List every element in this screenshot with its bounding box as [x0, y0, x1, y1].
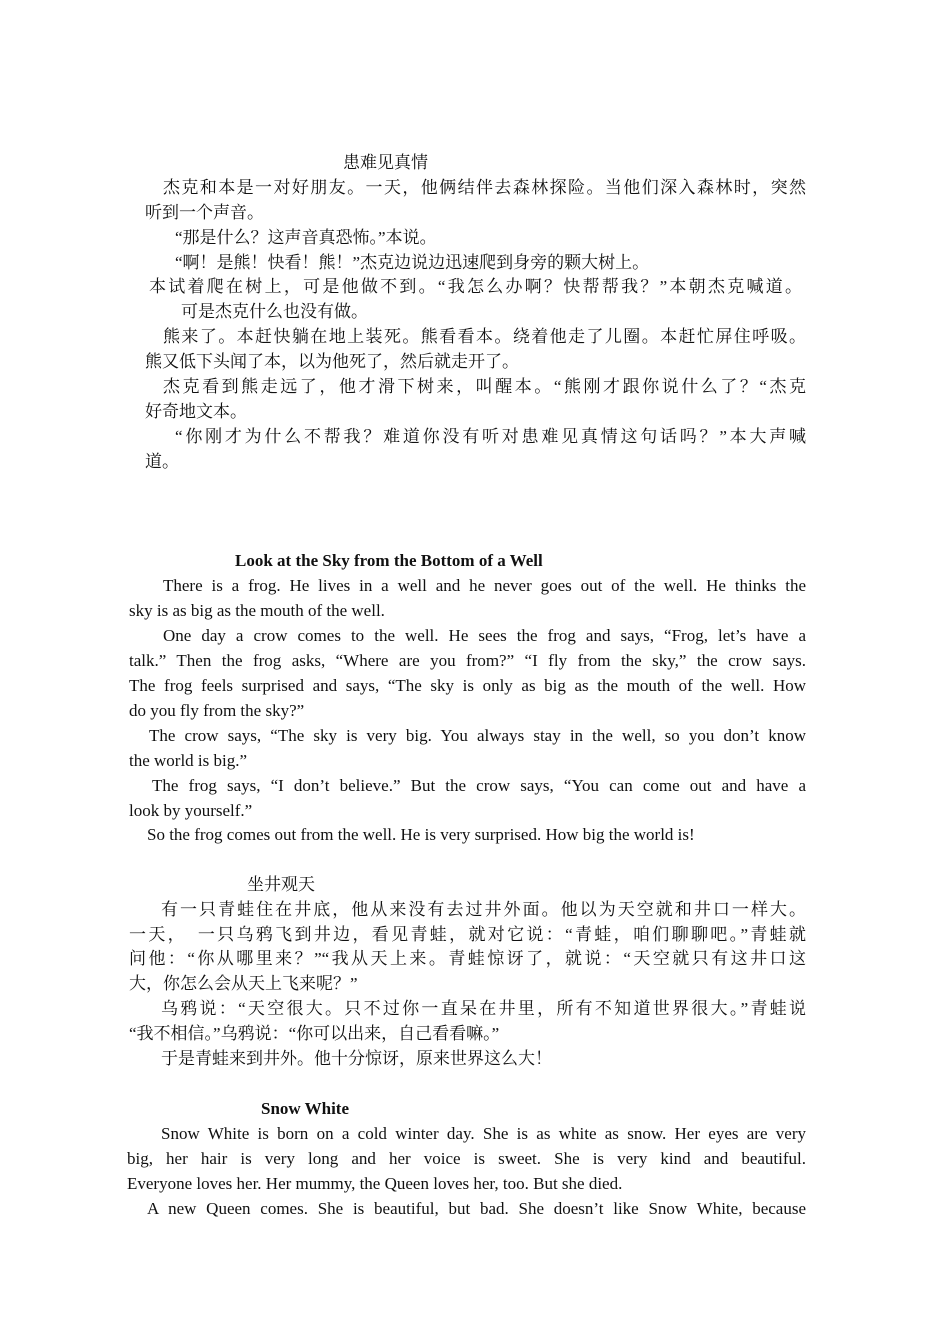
story4-line-3: Everyone loves her. Her mummy, the Queen loves her, too. But she died. — [127, 1174, 623, 1193]
story2-line-9: The frog says, “I don’t believe.” But the crow says, “You can come out and have a — [152, 776, 806, 795]
story2-line-5: The frog feels surprised and says, “The sky is only as big as the mouth of the well. How — [129, 676, 806, 695]
story1-line-10: 好奇地文本。 — [145, 402, 247, 421]
story1-line-8: 熊又低下头闻了本，以为他死了，然后就走开了。 — [145, 352, 519, 371]
story1-line-12: 道。 — [145, 452, 179, 471]
story3-line-5: 乌鸦说：“天空很大。只不过你一直呆在井里，所有不知道世界很大。”青蛙说 — [161, 999, 806, 1018]
story1-line-2: 听到一个声音。 — [145, 203, 264, 222]
story3-line-1: 有一只青蛙住在井底，他从来没有去过井外面。他以为天空就和井口一样大。 — [161, 900, 806, 919]
story2-line-2: sky is as big as the mouth of the well. — [129, 601, 385, 620]
story1-line-4: “啊！是熊！快看！熊！”杰克边说边迅速爬到身旁的颗大树上。 — [175, 253, 650, 272]
story4-line-4: A new Queen comes. She is beautiful, but bad. She doesn’t like Snow White, because — [147, 1199, 806, 1218]
story1-line-6: 可是杰克什么也没有做。 — [181, 302, 368, 321]
story1-line-1: 杰克和本是一对好朋友。一天，他俩结伴去森林探险。当他们深入森林时，突然 — [163, 178, 806, 197]
story2-line-7: The crow says, “The sky is very big. You always stay in the well, so you don’t know — [149, 726, 806, 745]
story1-line-11: “你刚才为什么不帮我？难道你没有听对患难见真情这句话吗？”本大声喊 — [175, 427, 806, 446]
story4-line-1: Snow White is born on a cold winter day. She is as white as snow. Her eyes are very — [161, 1124, 806, 1143]
story2-line-3: One day a crow comes to the well. He sees the frog and says, “Frog, let’s have a — [163, 626, 806, 645]
story2-line-4: talk.” Then the frog asks, “Where are you from?” “I fly from the sky,” the crow says. — [129, 651, 806, 670]
story3-line-4: 大，你怎么会从天上飞来呢？” — [129, 974, 358, 993]
story3-line-3: 问他：“你从哪里来？”“我从天上来。青蛙惊讶了，就说：“天空就只有这井口这 — [129, 949, 806, 968]
story1-line-9: 杰克看到熊走远了，他才滑下树来，叫醒本。“熊刚才跟你说什么了？“杰克 — [163, 377, 806, 396]
story3-line-6: “我不相信。”乌鸦说：“你可以出来，自己看看嘛。” — [129, 1024, 500, 1043]
story2-line-6: do you fly from the sky?” — [129, 701, 305, 720]
story2-line-11: So the frog comes out from the well. He is very surprised. How big the world is! — [147, 825, 695, 844]
story1-line-3: “那是什么？这声音真恐怖。”本说。 — [175, 228, 437, 247]
story3-line-2: 一天， 一只乌鸦飞到井边，看见青蛙，就对它说：“青蛙，咱们聊聊吧。”青蛙就 — [129, 925, 806, 944]
story4-title: Snow White — [261, 1099, 350, 1118]
story2-line-10: look by yourself.” — [129, 801, 253, 820]
story1-line-7: 熊来了。本赶快躺在地上装死。熊看看本。绕着他走了儿圈。本赶忙屏住呼吸。 — [163, 327, 806, 346]
story3-title: 坐井观天 — [247, 875, 315, 894]
story2-line-1: There is a frog. He lives in a well and he never goes out of the well. He thinks the — [163, 576, 806, 595]
story4-line-2: big, her hair is very long and her voice is sweet. She is very kind and beautiful. — [127, 1149, 806, 1168]
story1-title: 患难见真情 — [343, 153, 428, 172]
story1-line-5: 本试着爬在树上，可是他做不到。“我怎么办啊？快帮帮我？”本朝杰克喊道。 — [149, 277, 802, 296]
story2-title: Look at the Sky from the Bottom of a Well — [235, 551, 543, 570]
story2-line-8: the world is big.” — [129, 751, 248, 770]
story3-line-7: 于是青蛙来到井外。他十分惊讶，原来世界这么大！ — [161, 1049, 552, 1068]
